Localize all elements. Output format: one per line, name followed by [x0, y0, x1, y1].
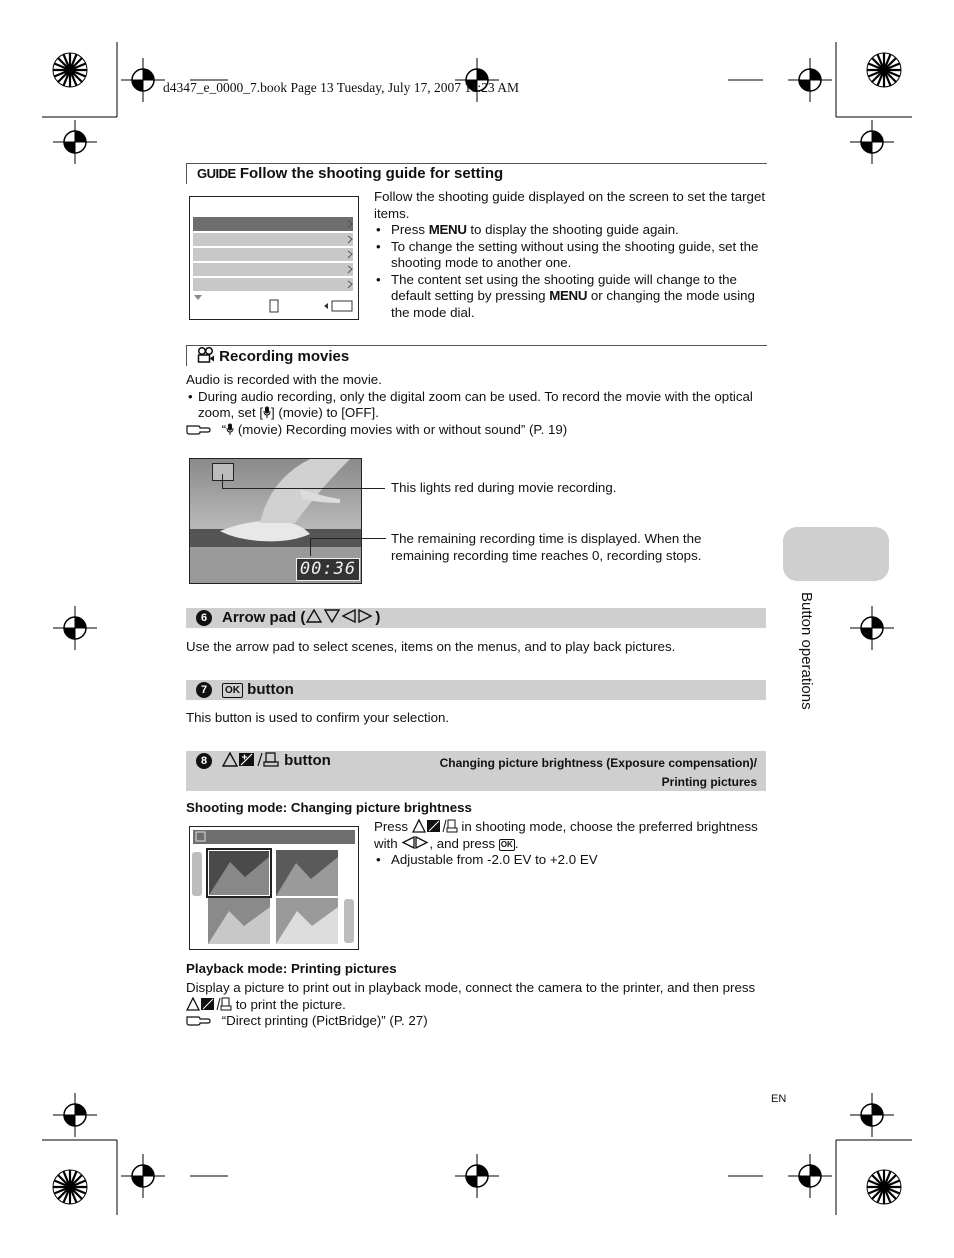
movie-camera-icon	[197, 347, 215, 363]
menu-button-label: MENU	[428, 222, 467, 237]
callout-line-2	[310, 538, 386, 539]
exposure-print-heading	[186, 751, 766, 791]
guide-text	[374, 189, 766, 321]
chapter-side-tab	[783, 527, 889, 581]
arrow-pad-heading: 6 Arrow pad ( )	[186, 608, 766, 628]
exposure-print-icons	[222, 752, 280, 767]
movies-reference: “ (movie) Recording movies with or without sound” (P. 19)	[186, 422, 766, 439]
guide-title: Follow the shooting guide for setting	[239, 165, 504, 182]
playback-mode-heading: Playback mode: Printing pictures	[186, 961, 397, 976]
exposure-print-title: button	[284, 752, 331, 769]
guide-section-heading	[186, 163, 767, 184]
microphone-icon	[263, 406, 271, 418]
guide-intro: Follow the shooting guide displayed on the screen to set the target items.	[374, 189, 766, 221]
exposure-print-subtitle: Changing picture brightness (Exposure compensation)/ Printing pictures	[439, 756, 757, 789]
microphone-icon	[226, 423, 234, 435]
left-right-arrow-icons	[401, 836, 429, 849]
shooting-mode-bullet: • Adjustable from -2.0 EV to +2.0 EV	[374, 852, 766, 869]
ok-button-heading: 7 OK button	[186, 680, 766, 700]
movie-recording-icon	[212, 463, 234, 481]
callout-text-1: This lights red during movie recording.	[391, 480, 617, 495]
ok-icon: OK	[222, 683, 243, 698]
movie-screen-illustration	[189, 458, 362, 584]
movies-intro: Audio is recorded with the movie.	[186, 372, 382, 387]
arrow-pad-text: Use the arrow pad to select scenes, items on the menus, and to play back pictures.	[186, 639, 676, 654]
movies-section-heading	[186, 345, 767, 366]
ok-icon: OK	[500, 839, 513, 849]
playback-mode-text: Display a picture to print out in playback mode, connect the camera to the printer, and then press to print the picture. “Direct printing (PictBridge)” (P. 27)	[186, 980, 766, 1030]
guide-menu-icon	[190, 197, 358, 319]
language-label: EN	[771, 1093, 787, 1105]
movies-bullet: • During audio recording, only the digital zoom can be used. To record the movie with the optical zoom, set [ ] (movie) to [OFF].	[186, 389, 766, 422]
playback-reference: “Direct printing (PictBridge)” (P. 27)	[186, 1013, 766, 1030]
callout-line-1	[222, 488, 385, 489]
exposure-print-icons	[412, 819, 458, 833]
number-badge: 8	[196, 753, 212, 769]
movies-text	[186, 372, 766, 438]
exposure-print-icons	[186, 997, 232, 1011]
number-badge: 7	[196, 682, 212, 698]
reference-hand-icon	[186, 1014, 212, 1026]
guide-screen-illustration	[189, 196, 359, 320]
exposure-thumbnails	[190, 827, 358, 949]
callout-line-1-vertical	[222, 474, 223, 488]
ok-button-text: This button is used to confirm your selection.	[186, 710, 450, 725]
guide-bullet-2: • To change the setting without using the shooting guide, set the shooting mode to another one.	[374, 239, 766, 272]
movies-title: Recording movies	[219, 348, 350, 365]
guide-icon: GUIDE	[197, 166, 236, 181]
callout-line-2-vertical	[310, 538, 311, 556]
remaining-time-display: 00:36	[296, 558, 360, 581]
guide-bullet-3: • The content set using the shooting guide will change to the default setting by pressing MENU or changing the mode using the mode dial.	[374, 272, 766, 322]
exposure-screen-illustration	[189, 826, 359, 950]
chapter-side-label: Button operations	[798, 592, 815, 710]
callout-text-2: The remaining recording time is displayed. When the remaining recording time reaches 0, recording stops.	[391, 531, 702, 563]
arrow-pad-icons	[305, 609, 375, 623]
shooting-mode-heading: Shooting mode: Changing picture brightness	[186, 800, 472, 815]
shooting-mode-text: Press in shooting mode, choose the preferred brightness with , and press OK . • Adjustable from -2.0 EV to +2.0 EV	[374, 819, 766, 869]
menu-button-label: MENU	[549, 288, 588, 303]
guide-bullet-1: • Press MENU to display the shooting guide again.	[374, 222, 766, 239]
number-badge: 6	[196, 610, 212, 626]
book-file-line: d4347_e_0000_7.book Page 13 Tuesday, July 17, 2007 11:23 AM	[163, 80, 520, 95]
reference-hand-icon	[186, 423, 212, 435]
